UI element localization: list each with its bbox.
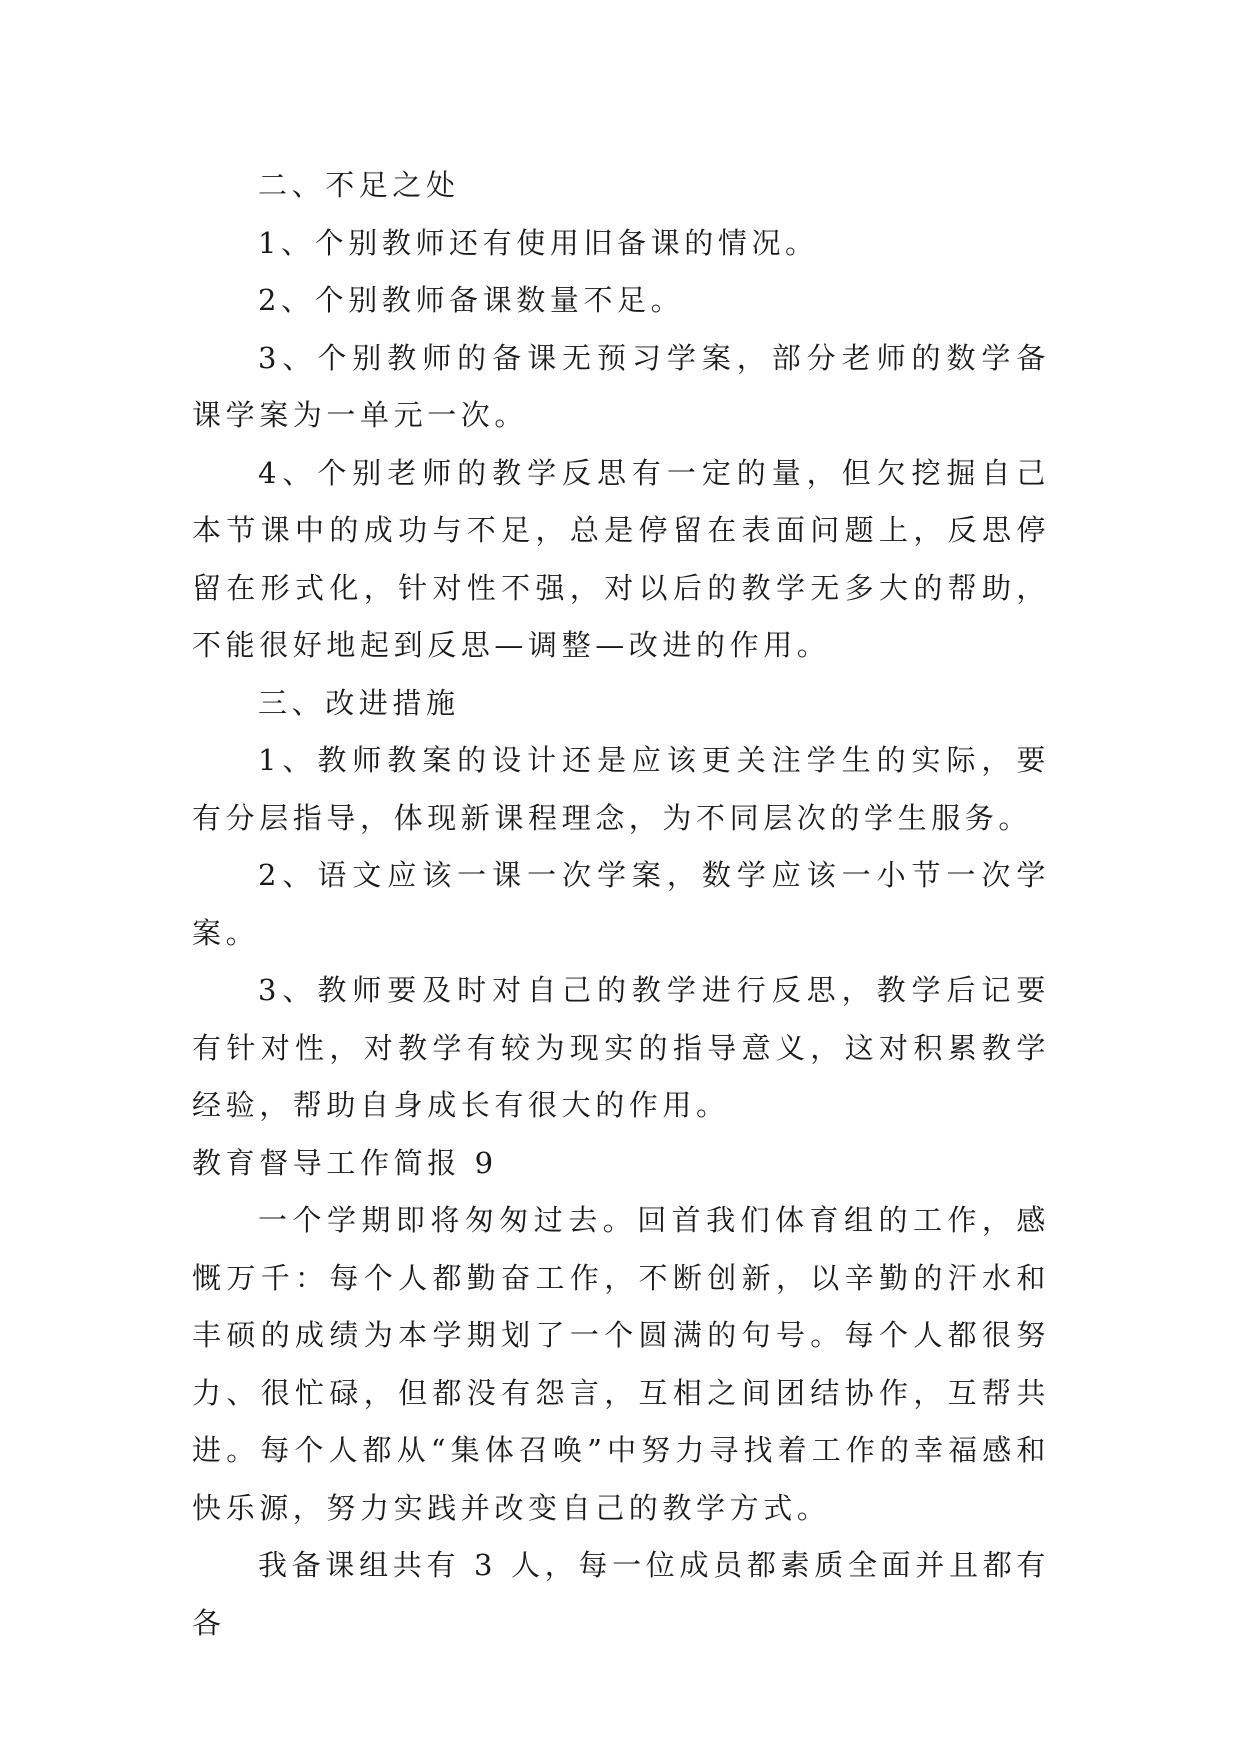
document-body <box>192 157 1050 1652</box>
report-paragraph-2: 我备课组共有 3 人，每一位成员都素质全面并且都有各 <box>192 1548 1050 1640</box>
section-heading-shortcomings: 二、不足之处 <box>258 168 460 202</box>
section-heading-improvements: 三、改进措施 <box>258 685 460 720</box>
shortcoming-item-1: 1、个别教师还有使用旧备课的情况。 <box>258 225 819 260</box>
improvement-item-1: 1、教师教案的设计还是应该更关注学生的实际，要有分层指导，体现新课程理念，为不同层次的学生服务。 <box>192 743 1050 835</box>
improvement-item-3: 3、教师要及时对自己的教学进行反思，教学后记要有针对性，对教学有较为现实的指导意义，这对积累教学经验，帮助自身成长有很大的作用。 <box>192 973 1050 1122</box>
shortcoming-item-4: 4、个别老师的教学反思有一定的量，但欠挖掘自己本节课中的成功与不足，总是停留在表面问题上，反思停留在形式化，针对性不强，对以后的教学无多大的帮助，不能很好地起到反思—调整—改进的作用。 <box>192 455 1050 662</box>
improvement-item-2: 2、语文应该一课一次学案，数学应该一小节一次学案。 <box>192 858 1050 950</box>
report-title: 教育督导工作简报 9 <box>192 1145 498 1180</box>
shortcoming-item-3: 3、个别教师的备课无预习学案，部分老师的数学备课学案为一单元一次。 <box>192 340 1050 432</box>
shortcoming-item-2: 2、个别教师备课数量不足。 <box>258 283 685 317</box>
report-paragraph-1: 一个学期即将匆匆过去。回首我们体育组的工作，感慨万千：每个人都勤奋工作，不断创新，以辛勤的汗水和丰硕的成绩为本学期划了一个圆满的句号。每个人都很努力、很忙碌，但都没有怨言，互相之间团结协作，互帮共进。每个人都从“集体召唤”中努力寻找着工作的幸福感和快乐源，努力实践并改变自己的教学方式。 <box>192 1203 1050 1525</box>
